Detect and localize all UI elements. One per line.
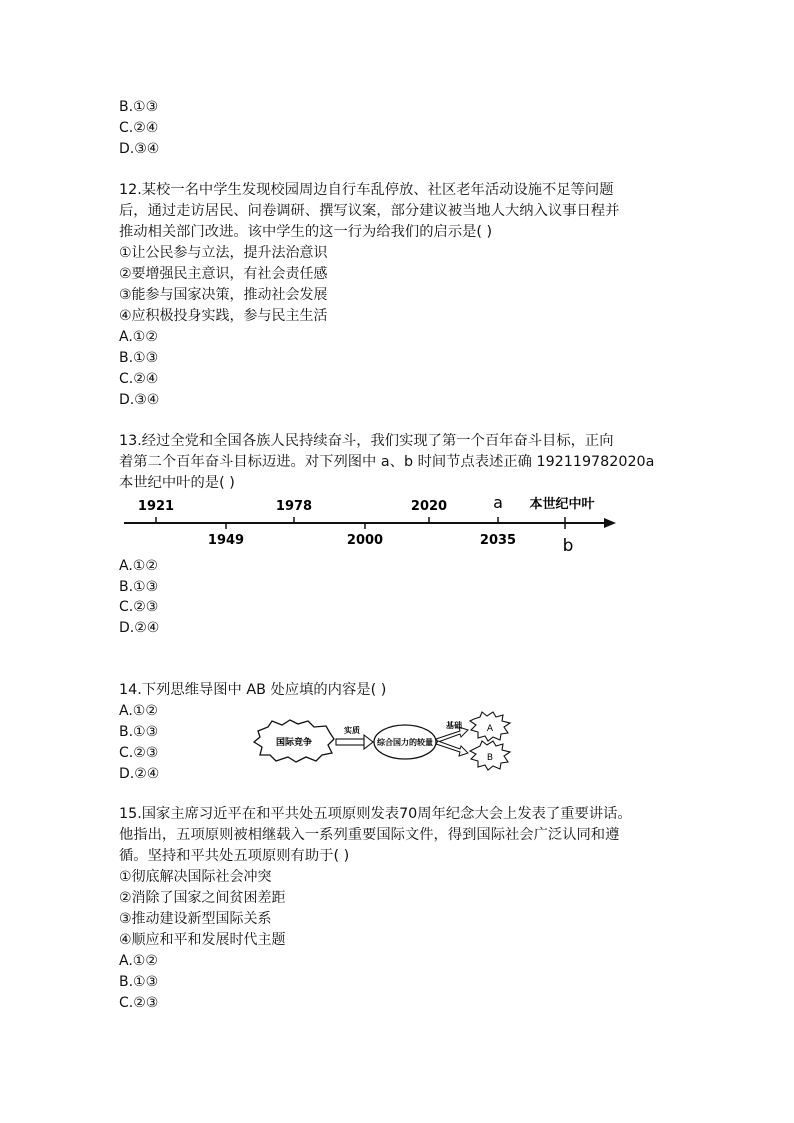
q13-option-b: B.①③ bbox=[119, 579, 159, 595]
q12-statement-2: ②要增强民主意识，有社会责任感 bbox=[119, 266, 328, 282]
label-2020: 2020 bbox=[410, 499, 448, 514]
option-b: B.①③ bbox=[119, 99, 159, 115]
q12-statement-3: ③能参与国家决策，推动社会发展 bbox=[119, 287, 328, 303]
q14-option-a: A.①② bbox=[119, 703, 158, 719]
label-a: a bbox=[493, 493, 503, 512]
arrow-essence-shaft bbox=[336, 739, 364, 745]
option-d: D.③④ bbox=[119, 141, 160, 157]
q13-option-c: C.②③ bbox=[119, 599, 159, 615]
q15-stem-line1: 15.国家主席习近平在和平共处五项原则发表70周年纪念大会上发表了重要讲话。 bbox=[119, 806, 632, 822]
q14-option-c: C.②③ bbox=[119, 745, 159, 761]
q14-stem: 14.下列思维导图中 AB 处应填的内容是( ) bbox=[119, 682, 387, 698]
q15-statement-3: ③推动建设新型国际关系 bbox=[119, 911, 272, 927]
label-b: b bbox=[562, 536, 574, 554]
option-c: C.②④ bbox=[119, 120, 159, 136]
node-a-label: A bbox=[486, 724, 494, 734]
node-comprehensive-power-label: 综合国力的较量 bbox=[377, 738, 433, 747]
q12-stem-line1: 12.某校一名中学生发现校园周边自行车乱停放、社区老年活动设施不足等问题 bbox=[119, 182, 614, 198]
timeline-arrowhead bbox=[604, 518, 616, 528]
q15-stem-line2: 他指出，五项原则被相继载入一系列重要国际文件，得到国际社会广泛认同和遵 bbox=[119, 827, 620, 843]
q13-stem-line2: 着第二个百年奋斗目标迈进。对下列图中 a、b 时间节点表述正确 192119782020a bbox=[119, 454, 655, 470]
q12-option-d: D.③④ bbox=[119, 392, 160, 408]
label-mid-century: 本世纪中叶 bbox=[529, 497, 595, 512]
q14-option-b: B.①③ bbox=[119, 724, 159, 740]
q13-stem-line3: 本世纪中叶的是( ) bbox=[119, 475, 235, 491]
mind-map-diagram bbox=[252, 711, 518, 773]
arrow-basis-lower bbox=[436, 741, 468, 756]
q13-option-a: A.①② bbox=[119, 558, 158, 574]
arrow-essence-head bbox=[364, 735, 373, 749]
label-1921: 1921 bbox=[137, 499, 175, 514]
q15-stem-line3: 循。坚持和平共处五项原则有助于( ) bbox=[119, 848, 350, 864]
q15-statement-4: ④顺应和平和发展时代主题 bbox=[119, 932, 286, 948]
q12-statement-1: ①让公民参与立法，提升法治意识 bbox=[119, 245, 328, 261]
q12-option-b: B.①③ bbox=[119, 350, 159, 366]
q15-option-b: B.①③ bbox=[119, 974, 159, 990]
label-1949: 1949 bbox=[207, 533, 245, 548]
q15-statement-2: ②消除了国家之间贫困差距 bbox=[119, 890, 286, 906]
q12-option-a: A.①② bbox=[119, 329, 158, 345]
label-1978: 1978 bbox=[275, 499, 313, 514]
q13-stem-line1: 13.经过全党和全国各族人民持续奋斗，我们实现了第一个百年奋斗目标，正向 bbox=[119, 433, 614, 449]
q13-option-d: D.②④ bbox=[119, 620, 160, 636]
q12-stem-line2: 后，通过走访居民、问卷调研、撰写议案，部分建议被当地人大纳入议事日程并 bbox=[119, 203, 620, 219]
q15-option-a: A.①② bbox=[119, 953, 158, 969]
q12-option-c: C.②④ bbox=[119, 371, 159, 387]
q15-statement-1: ①彻底解决国际社会冲突 bbox=[119, 869, 272, 885]
node-b-label: B bbox=[486, 753, 494, 763]
q12-stem-line3: 推动相关部门改进。该中学生的这一行为给我们的启示是( ) bbox=[119, 224, 493, 240]
label-2035: 2035 bbox=[479, 533, 517, 548]
timeline-diagram bbox=[120, 490, 620, 554]
node-international-competition-label: 国际竞争 bbox=[275, 738, 313, 748]
q15-option-c: C.②③ bbox=[119, 995, 159, 1011]
q12-statement-4: ④应积极投身实践，参与民主生活 bbox=[119, 308, 328, 324]
arrow-basis-label: 基础 bbox=[446, 721, 462, 730]
label-2000: 2000 bbox=[346, 533, 384, 548]
arrow-essence-label: 实质 bbox=[344, 726, 360, 735]
q14-option-d: D.②④ bbox=[119, 766, 160, 782]
